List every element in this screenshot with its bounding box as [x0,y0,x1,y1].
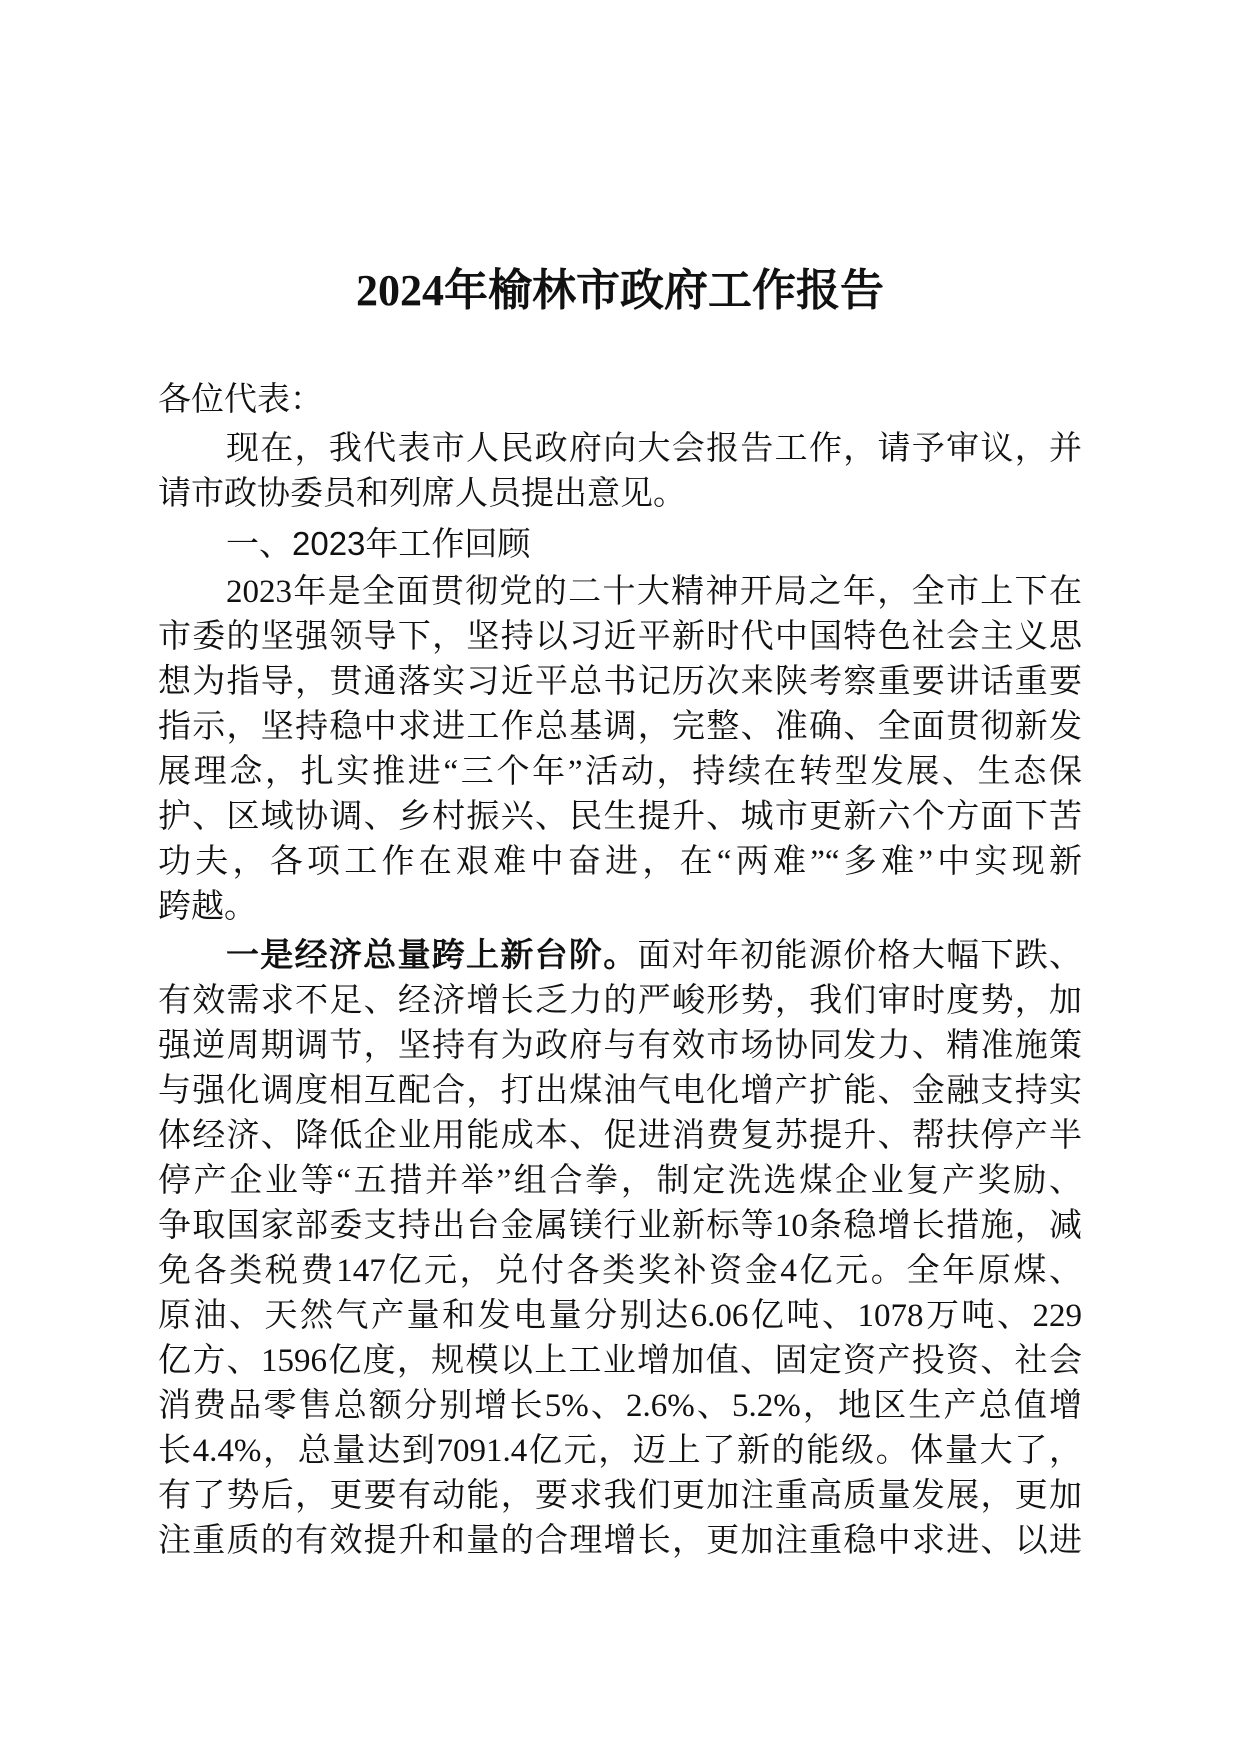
text-line: 消费品零售总额分别增长5%、2.6%、5.2%，地区生产总值增 [158,1388,1082,1424]
salutation: 各位代表： [158,382,323,418]
text-line-rest: 面对年初能源价格大幅下跌、 [637,938,1083,974]
section-heading: 一、2023年工作回顾 [226,525,531,562]
text-line: 跨越。 [158,889,257,925]
text-line: 原油、天然气产量和发电量分别达6.06亿吨、1078万吨、229 [158,1298,1082,1334]
paragraph-lead-bold: 一是经济总量跨上新台阶。 [226,938,638,974]
text-line: 体经济、降低企业用能成本、促进消费复苏提升、帮扶停产半 [158,1118,1082,1154]
text-line: 争取国家部委支持出台金属镁行业新标等10条稳增长措施，减 [158,1208,1082,1244]
text-line: 2023年是全面贯彻党的二十大精神开局之年，全市上下在 [226,574,1082,610]
text-line: 亿方、1596亿度，规模以上工业增加值、固定资产投资、社会 [158,1343,1082,1379]
text-line: 强逆周期调节，坚持有为政府与有效市场协同发力、精准施策 [158,1028,1082,1064]
review-paragraph-1 [158,570,1082,930]
text-line: 指示，坚持稳中求进工作总基调，完整、准确、全面贯彻新发 [158,709,1082,745]
text-line: 有效需求不足、经济增长乏力的严峻形势，我们审时度势，加 [158,983,1082,1019]
review-paragraph-2 [158,934,1082,1564]
text-line: 停产企业等“五措并举”组合拳，制定洗选煤企业复产奖励、 [158,1163,1082,1199]
text-line: 与强化调度相互配合，打出煤油气电化增产扩能、金融支持实 [158,1073,1082,1109]
text-line: 有了势后，更要有动能，要求我们更加注重高质量发展，更加 [158,1478,1082,1514]
text-line: 请市政协委员和列席人员提出意见。 [158,476,686,512]
intro-paragraph [158,427,1082,517]
text-line: 注重质的有效提升和量的合理增长，更加注重稳中求进、以进 [158,1523,1082,1559]
section-heading-paragraph [158,521,1082,566]
text-line: 展理念，扎实推进“三个年”活动，持续在转型发展、生态保 [158,754,1082,790]
salutation-paragraph [158,378,1082,423]
text-line: 功夫，各项工作在艰难中奋进，在“两难”“多难”中实现新 [158,844,1082,880]
document-body [158,378,1082,1564]
text-line [158,934,1082,979]
document-title: 2024年榆林市政府工作报告 [356,266,884,315]
text-line: 想为指导，贯通落实习近平总书记历次来陕考察重要讲话重要 [158,664,1082,700]
text-line: 现在，我代表市人民政府向大会报告工作，请予审议，并 [226,431,1082,467]
text-line: 市委的坚强领导下，坚持以习近平新时代中国特色社会主义思 [158,619,1082,655]
text-line: 免各类税费147亿元，兑付各类奖补资金4亿元。全年原煤、 [158,1253,1082,1289]
text-line: 长4.4%，总量达到7091.4亿元，迈上了新的能级。体量大了， [158,1433,1082,1469]
text-line: 护、区域协调、乡村振兴、民生提升、城市更新六个方面下苦 [158,799,1082,835]
